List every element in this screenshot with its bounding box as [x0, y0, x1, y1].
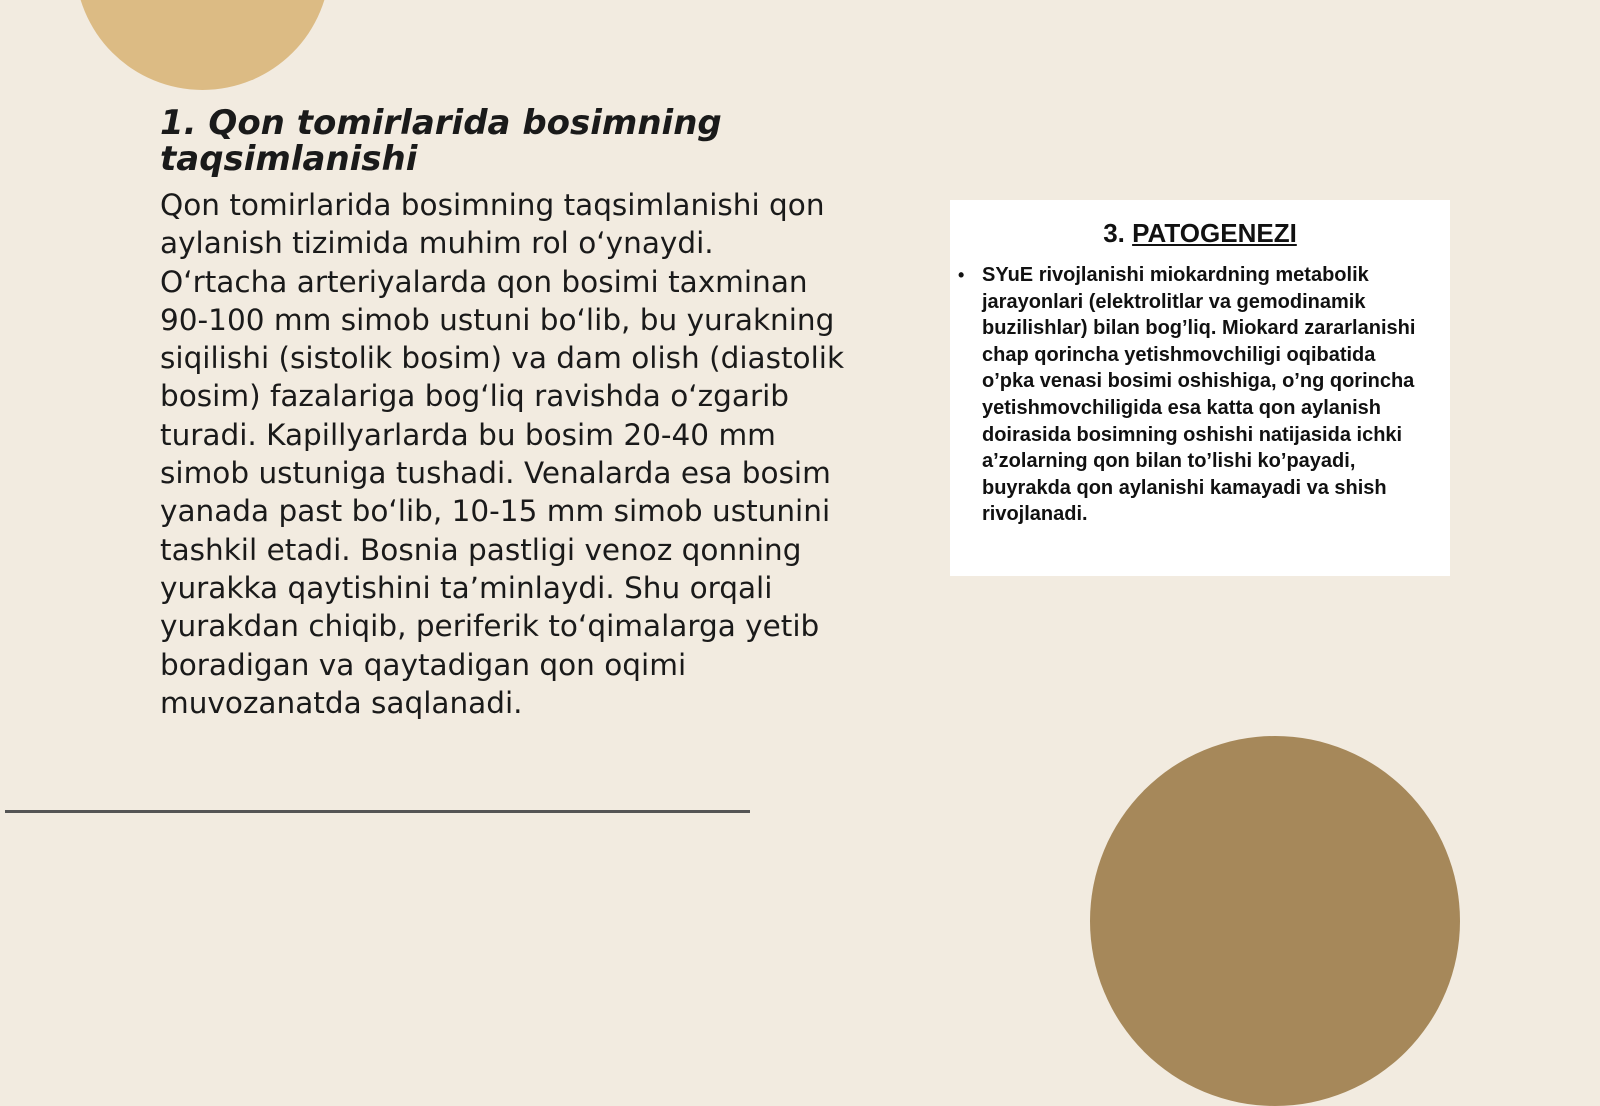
card-heading-number: 3. [1103, 218, 1125, 248]
patogenezi-card [950, 200, 1450, 576]
card-bullet-list [958, 262, 1428, 528]
decorative-circle-bottom [1090, 736, 1460, 1106]
card-heading-word: PATOGENEZI [1132, 218, 1297, 248]
decorative-circle-top [75, 0, 330, 90]
card-heading [950, 218, 1450, 249]
slide-title: 1. Qon tomirlarida bosimning taqsimlanishi [160, 103, 722, 179]
divider-line [5, 810, 750, 813]
bullet-icon: • [958, 265, 965, 285]
card-bullet-text: SYuE rivojlanishi miokardning metabolik jarayonlari (elektrolitlar va gemodinamik buzilishlar) bilan bog’liq. Miokard zararlanishi chap qorincha yetishmovchiligi oqibatida o’pka venasi bosimi oshishiga, o’ng qorincha yetishmovchiligida esa katta qon aylanish doirasida bosimning oshishi natijasida ichki a’zolarning qon bilan to’lishi ko’payadi, buyrakda qon aylanishi kamayadi va shish rivojlanadi. [982, 264, 1416, 526]
slide-body-text: Qon tomirlarida bosimning taqsimlanishi qon aylanish tizimida muhim rol oʻynaydi. Oʻrtacha arteriyalarda qon bosimi taxminan 90-100 mm simob ustuni boʻlib, bu yurakning siqilishi (sistolik bosim) va dam olish (diastolik bosim) fazalariga bogʻliq ravishda oʻzgarib turadi. Kapillyarlarda bu bosim 20-40 mm simob ustuniga tushadi. Venalarda esa bosim yanada past boʻlib, 10-15 mm simob ustunini tashkil etadi. Bosnia pastligi venoz qonning yurakka qaytishini taʼminlaydi. Shu orqali yurakdan chiqib, periferik toʻqimalarga yetib boradigan va qaytadigan qon oqimi muvozanatda saqlanadi. [160, 188, 845, 720]
card-bullet-item [958, 262, 1428, 528]
